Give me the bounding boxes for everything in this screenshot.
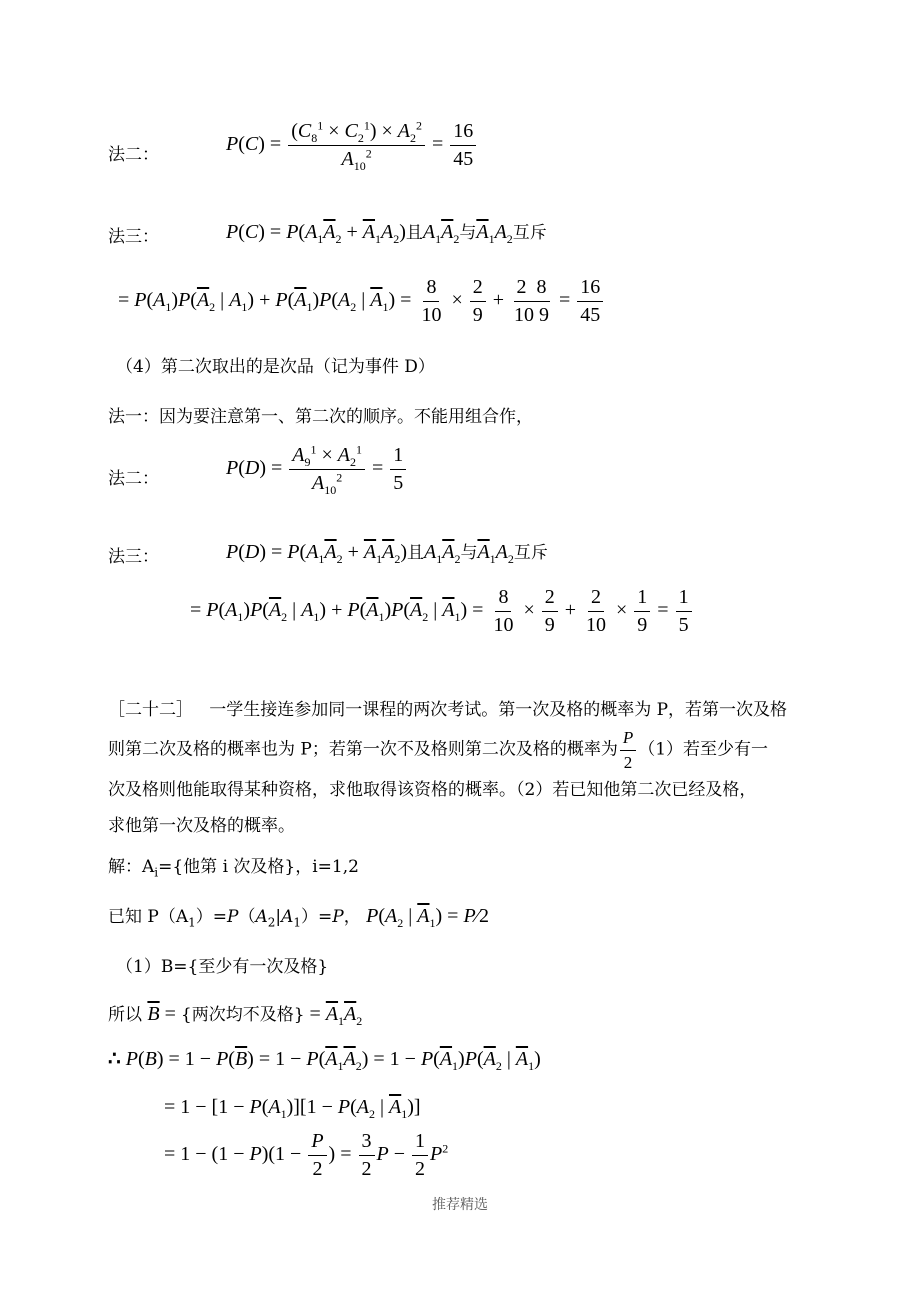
method1-text: 因为要注意第一、第二次的顺序。不能用组合作， [159,407,533,427]
formula-pd-expansion: = $P(A_1)P(\overline{A}_2$ | $A_1) + P(\overline{A}_1)P(\overline{A}_2$ | $\overline{A}_1$) = $\frac{8}{10}$ × $\frac{2}{9}$ + $\frac{2}{10}$ × $\frac{1}{9}$ = $\frac{1}{5}$ [190,586,694,637]
pb-line3: = 1 − (1 − P)(1 − $\frac{P}{2}$ ) = $\frac{3}{2}$ P − $\frac{1}{2}$ $P^2$ [164,1130,449,1180]
solution-def-line: 解：$A_i=${他第 i 次及格}，i=1,2 [108,857,359,880]
pb-line1: ∴ $P(B) = 1 - P(\overline{B}) = 1 - P(\overline{A}_1\overline{A}_2) = 1 - P(\overline{A}_1)P(\overline{A}_2$ | $\overline{A}_1$) [108,1048,541,1073]
part1-line: （1）B={至少有一次及格} [116,957,329,977]
pd-result-den: 5 [393,472,404,494]
formula-pc-method3: $P(C) = P(A_1\overline{A}_2 + \overline{A}_1A_2)$且$A_1\overline{A}_2$与$\overline{A}_1A_2$互斥 [226,221,547,246]
section4-heading: （4）第二次取出的是次品（记为事件 D） [116,357,435,377]
problem22-line3: 次及格则他能取得某种资格，求他取得该资格的概率。（2）若已知他第二次已经及格， [108,780,757,801]
formula-pd-method3: $P(D) = P(A_1\overline{A}_2 + \overline{A}_1\overline{A}_2)$且$A_1\overline{A}_2$与$\overline{A}_1A_2$互斥 [226,541,548,566]
problem22-line4: 求他第一次及格的概率。 [108,816,295,837]
solution-known-line: 已知 $P(A_1)=P(A_2|A_1)=P$， $P(A_2$ | $\overline{A}_1$) = P⁄2 [108,905,490,930]
method-label-3: 法三： [108,227,159,247]
method-label-1: 法一： [108,407,159,427]
page-footer: 推荐精选 [432,1197,488,1213]
formula-pc-method2: P(C) = $\frac{(C_8^1 \times C_2^1) \times A_2^2}{A_{10}^2}$ = $\frac{16}{45}$ [226,120,478,171]
method-label-2b: 法二： [108,469,159,489]
formula-pc-expansion: = $P(A_1)P(\overline{A}_2$ | $A_1) + P(\overline{A}_1)P(A_2$ | $\overline{A}_1$) = $\frac{8}{10}$ × $\frac{2}{9}$ + $\frac{2 8}{10 9}$ = $\frac{16}{45}$ [118,276,605,327]
method1-line [108,402,533,427]
problem22-paragraph [108,692,828,844]
pc-result-den: 45 [453,148,474,170]
method-label-2: 法二： [108,145,159,165]
pb-line2: = $1 - [1 - P(A_1)][1 - P(A_2$ | $\overline{A}_1$)] [164,1096,421,1121]
formula-pd-method2: P(D) = $\frac{A_9^1 \times A_2^1}{A_{10}^2}$ = $\frac{1}{5}$ [226,444,408,495]
suoyi-line: 所以 $\overline{B}$ = {两次均不及格} = $\overline{A}_1\overline{A}_2$ [108,1003,363,1028]
problem22-line2: 则第二次及格的概率也为 P；若第一次不及格则第二次及格的概率为 $\frac{P}{2}$ （1）若至少有一 [108,728,769,772]
method-label-3b: 法三： [108,547,159,567]
problem22-number: ［二十二］ [108,700,193,720]
pc-result-num: 16 [450,120,476,146]
problem22-line1: ［二十二］ 一学生接连参加同一课程的两次考试。第一次及格的概率为 P，若第一次及格 [108,700,788,720]
pd-result-num: 1 [390,444,406,470]
